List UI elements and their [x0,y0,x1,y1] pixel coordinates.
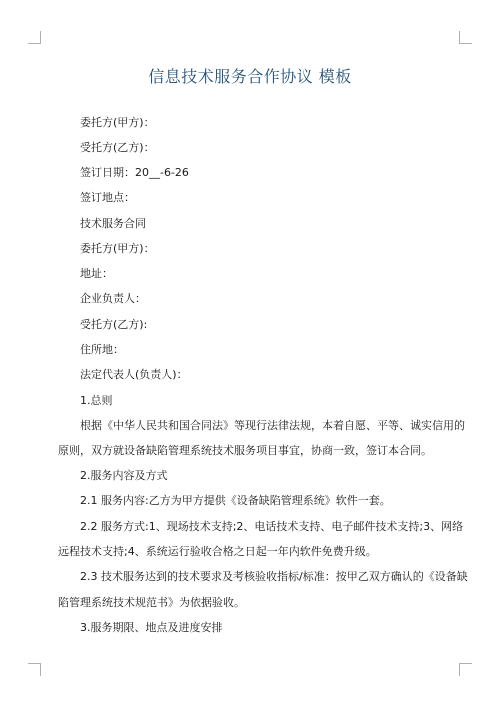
field-signing-date: 签订日期：20__-6-26 [80,166,189,179]
heading-service-content: 2.服务内容及方式 [80,469,168,482]
crop-mark-top-left [28,31,41,44]
field-client-party-a: 委托方(甲方)： [80,116,155,129]
field-contractor-party-b-2: 受托方(乙方): [80,318,148,331]
field-legal-representative: 法定代表人(负责人)： [80,368,188,381]
field-enterprise-head: 企业负责人： [80,292,146,305]
paragraph-line: 远程技术支持;4、系统运行验收合格之日起一年内软件免费升级。 [58,545,377,558]
document-title: 信息技术服务合作协议 模板 [148,67,352,86]
field-signing-place: 签订地点： [80,191,135,204]
crop-mark-bottom-right [459,663,472,676]
paragraph-line: 2.2 服务方式:1、现场技术支持;2、电话技术支持、电子邮件技术支持;3、网络 [80,520,464,533]
field-contractor-party-b: 受托方(乙方)： [80,141,155,154]
crop-mark-bottom-left [28,663,41,676]
section-contract-title: 技术服务合同 [80,217,146,230]
paragraph-line: 原则，双方就设备缺陷管理系统技术服务项目事宜，协商一致，签订本合同。 [58,444,432,457]
field-domicile: 住所地： [80,343,124,356]
paragraph-line: 根据《中华人民共和国合同法》等现行法律法规，本着自愿、平等、诚实信用的 [80,419,465,432]
heading-service-period: 3.服务期限、地点及进度安排 [80,621,223,634]
heading-general-provisions: 1.总则 [80,394,113,407]
field-address: 地址： [80,267,113,280]
crop-mark-top-right [459,31,472,44]
paragraph-line: 2.3 技术服务达到的技术要求及考核验收指标/标准：按甲乙双方确认的《设备缺 [80,570,468,583]
paragraph-line: 陷管理系统技术规范书》为依据验收。 [58,596,245,609]
paragraph-line: 2.1 服务内容:乙方为甲方提供《设备缺陷管理系统》软件一套。 [80,494,391,507]
field-client-party-a-2: 委托方(甲方)： [80,242,155,255]
